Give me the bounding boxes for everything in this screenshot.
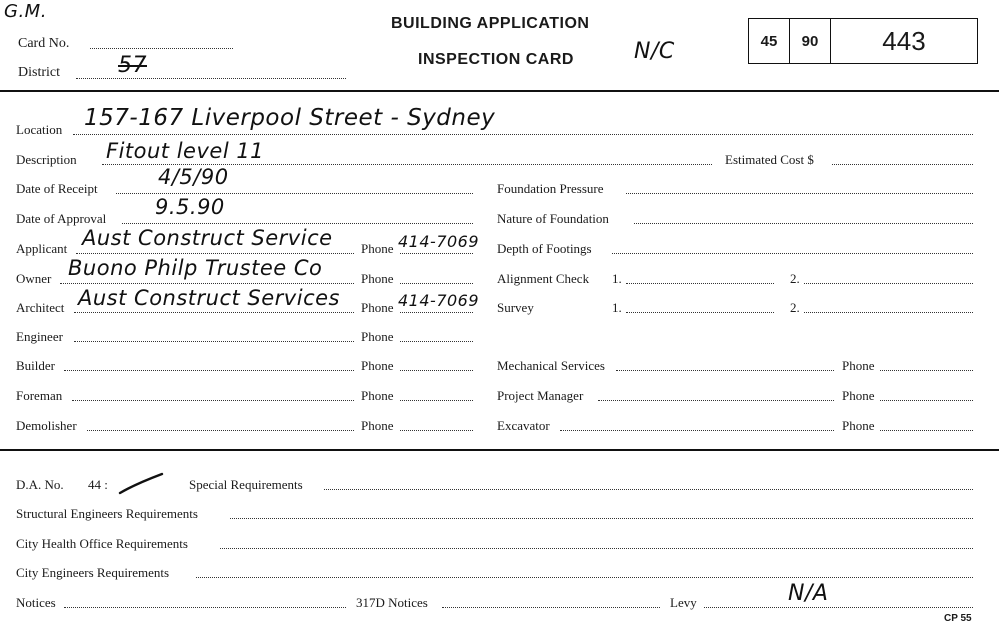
da-checkmark <box>118 472 166 496</box>
excavator-label: Excavator <box>497 418 550 433</box>
description-label: Description <box>16 152 77 167</box>
corner-note: G.M. <box>4 1 47 22</box>
applicant-line[interactable] <box>76 253 354 254</box>
depth-footings-label: Depth of Footings <box>497 241 592 256</box>
applicant-phone-value: 414-7069 <box>398 232 480 251</box>
builder-phone-line[interactable] <box>400 370 473 371</box>
project-manager-phone-label: Phone <box>842 388 875 403</box>
city-health-req-label: City Health Office Requirements <box>16 536 188 551</box>
architect-phone-value: 414-7069 <box>398 291 480 310</box>
notices-317d-label: 317D Notices <box>356 595 428 610</box>
project-manager-phone-line[interactable] <box>880 400 973 401</box>
alignment-check-1-line[interactable] <box>626 283 774 284</box>
code-cell-3: 443 <box>882 25 926 56</box>
nature-foundation-label: Nature of Foundation <box>497 211 609 226</box>
survey-1-line[interactable] <box>626 312 774 313</box>
foundation-pressure-label: Foundation Pressure <box>497 181 604 196</box>
survey-label: Survey <box>497 300 534 315</box>
city-eng-req-label: City Engineers Requirements <box>16 565 170 580</box>
notices-317d-line[interactable] <box>442 607 660 608</box>
date-receipt-line[interactable] <box>116 193 473 194</box>
builder-label: Builder <box>16 358 55 373</box>
structural-req-line[interactable] <box>230 518 973 519</box>
mechanical-phone-label: Phone <box>842 358 875 373</box>
applicant-phone-label: Phone <box>361 241 394 256</box>
divider-middle <box>0 449 999 451</box>
date-receipt-label: Date of Receipt <box>16 181 98 196</box>
code-box <box>748 18 978 64</box>
levy-label: Levy <box>670 595 697 610</box>
builder-line[interactable] <box>64 370 354 371</box>
code-cell-2: 90 <box>790 19 831 63</box>
survey-2-label: 2. <box>790 300 800 315</box>
location-line[interactable] <box>73 134 973 135</box>
special-req-line[interactable] <box>324 489 973 490</box>
city-eng-req-line[interactable] <box>196 577 973 578</box>
demolisher-phone-line[interactable] <box>400 430 473 431</box>
da-no-value: 44 : <box>88 477 108 492</box>
alignment-check-1-label: 1. <box>612 271 622 286</box>
mechanical-line[interactable] <box>616 370 834 371</box>
architect-phone-label: Phone <box>361 300 394 315</box>
date-approval-value: 9.5.90 <box>155 195 225 219</box>
estimated-cost-line[interactable] <box>832 164 973 165</box>
survey-2-line[interactable] <box>804 312 973 313</box>
demolisher-phone-label: Phone <box>361 418 394 433</box>
card-no-label: Card No. <box>18 36 70 51</box>
card-title-line1: BUILDING APPLICATION <box>391 15 590 32</box>
location-value: 157-167 Liverpool Street - Sydney <box>84 105 496 131</box>
demolisher-line[interactable] <box>87 430 354 431</box>
card-title-line2: INSPECTION CARD <box>418 51 574 68</box>
alignment-check-2-line[interactable] <box>804 283 973 284</box>
handwritten-mark: N/C <box>634 39 675 64</box>
foreman-label: Foreman <box>16 388 63 403</box>
form-code: CP 55 <box>944 613 972 624</box>
excavator-phone-label: Phone <box>842 418 875 433</box>
date-approval-line[interactable] <box>122 223 473 224</box>
estimated-cost-label: Estimated Cost $ <box>725 152 814 167</box>
excavator-phone-line[interactable] <box>880 430 973 431</box>
district-value: 57 <box>118 53 147 78</box>
owner-phone-label: Phone <box>361 271 394 286</box>
special-req-label: Special Requirements <box>189 477 303 492</box>
builder-phone-label: Phone <box>361 358 394 373</box>
city-health-req-line[interactable] <box>220 548 973 549</box>
architect-label: Architect <box>16 300 65 315</box>
architect-line[interactable] <box>74 312 354 313</box>
survey-1-label: 1. <box>612 300 622 315</box>
foreman-line[interactable] <box>72 400 354 401</box>
levy-value: N/A <box>788 581 829 606</box>
applicant-value: Aust Construct Service <box>82 226 333 250</box>
levy-line[interactable] <box>704 607 973 608</box>
mechanical-label: Mechanical Services <box>497 358 605 373</box>
notices-line[interactable] <box>64 607 346 608</box>
engineer-label: Engineer <box>16 329 63 344</box>
engineer-line[interactable] <box>74 341 354 342</box>
notices-label: Notices <box>16 595 56 610</box>
demolisher-label: Demolisher <box>16 418 77 433</box>
alignment-check-2-label: 2. <box>790 271 800 286</box>
owner-phone-line[interactable] <box>400 283 473 284</box>
description-value: Fitout level 11 <box>106 139 265 163</box>
depth-footings-line[interactable] <box>612 253 973 254</box>
alignment-check-label: Alignment Check <box>497 271 590 286</box>
project-manager-line[interactable] <box>598 400 834 401</box>
structural-req-label: Structural Engineers Requirements <box>16 506 198 521</box>
divider-top <box>0 90 999 92</box>
owner-label: Owner <box>16 271 52 286</box>
code-cell-1: 45 <box>749 19 790 63</box>
foundation-pressure-line[interactable] <box>626 193 973 194</box>
applicant-label: Applicant <box>16 241 68 256</box>
card-no-line[interactable] <box>90 48 233 49</box>
foreman-phone-line[interactable] <box>400 400 473 401</box>
excavator-line[interactable] <box>560 430 834 431</box>
owner-line[interactable] <box>60 283 354 284</box>
da-no-label: D.A. No. <box>16 477 64 492</box>
engineer-phone-label: Phone <box>361 329 394 344</box>
engineer-phone-line[interactable] <box>400 341 473 342</box>
owner-value: Buono Philp Trustee Co <box>68 256 323 280</box>
district-label: District <box>18 65 60 80</box>
architect-value: Aust Construct Services <box>78 286 340 310</box>
district-line[interactable] <box>76 78 346 79</box>
date-approval-label: Date of Approval <box>16 211 107 226</box>
location-label: Location <box>16 122 63 137</box>
date-receipt-value: 4/5/90 <box>158 165 229 189</box>
nature-foundation-line[interactable] <box>634 223 973 224</box>
project-manager-label: Project Manager <box>497 388 584 403</box>
foreman-phone-label: Phone <box>361 388 394 403</box>
mechanical-phone-line[interactable] <box>880 370 973 371</box>
